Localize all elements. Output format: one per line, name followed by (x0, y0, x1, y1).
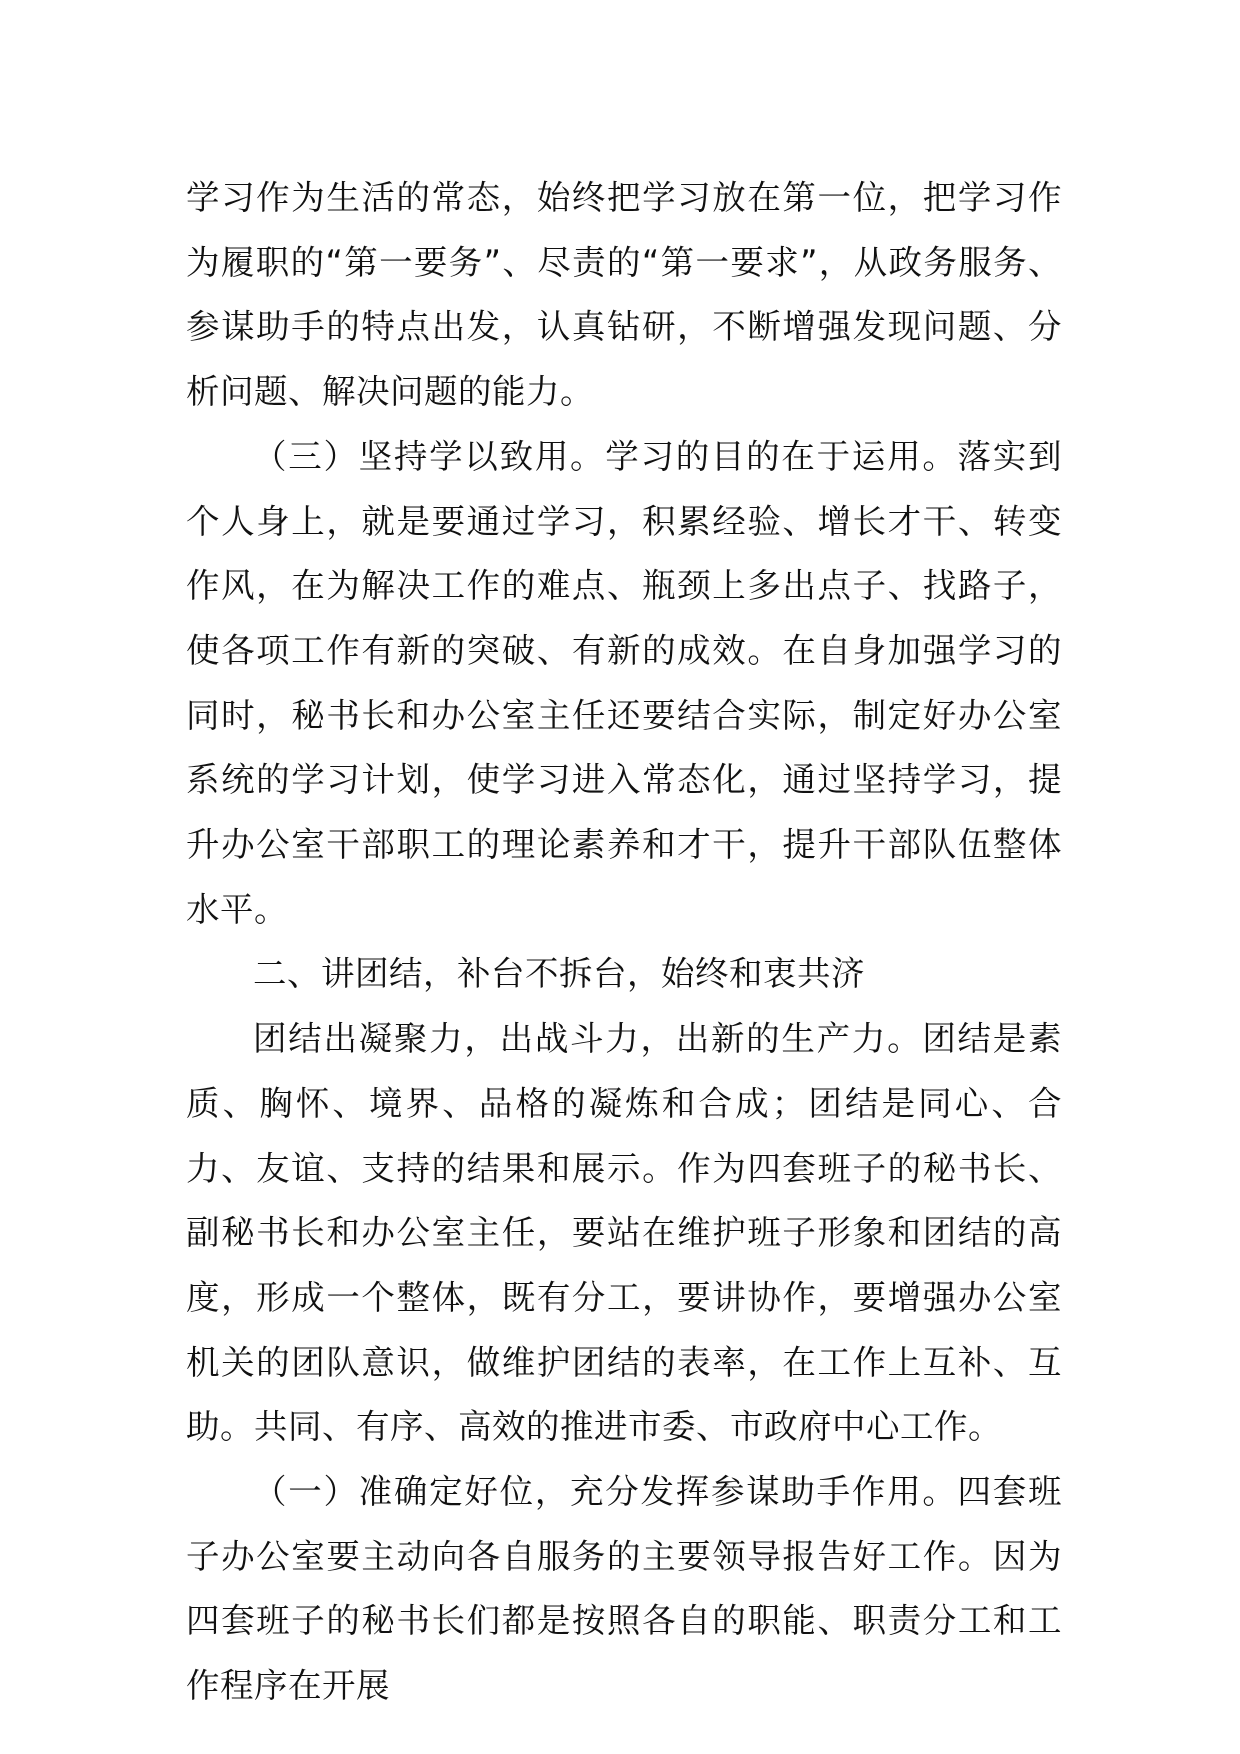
paragraph-positioning: （一）准确定好位，充分发挥参谋助手作用。四套班子办公室要主动向各自服务的主要领导报告好工作。因为四套班子的秘书长们都是按照各自的职能、职责分工和工作程序在开展 (186, 1472, 1062, 1706)
paragraph-unity: 团结出凝聚力，出战斗力，出新的生产力。团结是素质、胸怀、境界、品格的凝炼和合成；团结是同心、合力、友谊、支持的结果和展示。作为四套班子的秘书长、副秘书长和办公室主任，要站在维护班子形象和团结的高度，形成一个整体，既有分工，要讲协作，要增强办公室机关的团队意识，做维护团结的表率，在工作上互补、互助。共同、有序、高效的推进市委、市政府中心工作。 (186, 1019, 1062, 1447)
section-heading-unity: 二、讲团结，补台不拆台，始终和衷共济 (253, 954, 865, 994)
document-body (186, 166, 1062, 1719)
paragraph-apply-learning: （三）坚持学以致用。学习的目的在于运用。落实到个人身上，就是要通过学习，积累经验、增长才干、转变作风，在为解决工作的难点、瓶颈上多出点子、找路子，使各项工作有新的突破、有新的成效。在自身加强学习的同时，秘书长和办公室主任还要结合实际，制定好办公室系统的学习计划，使学习进入常态化，通过坚持学习，提升办公室干部职工的理论素养和才干，提升干部队伍整体水平。 (186, 436, 1062, 929)
paragraph-study-habit: 学习作为生活的常态，始终把学习放在第一位，把学习作为履职的“第一要务”、尽责的“第一要求”，从政务服务、参谋助手的特点出发，认真钻研，不断增强发现问题、分析问题、解决问题的能力。 (186, 178, 1062, 412)
